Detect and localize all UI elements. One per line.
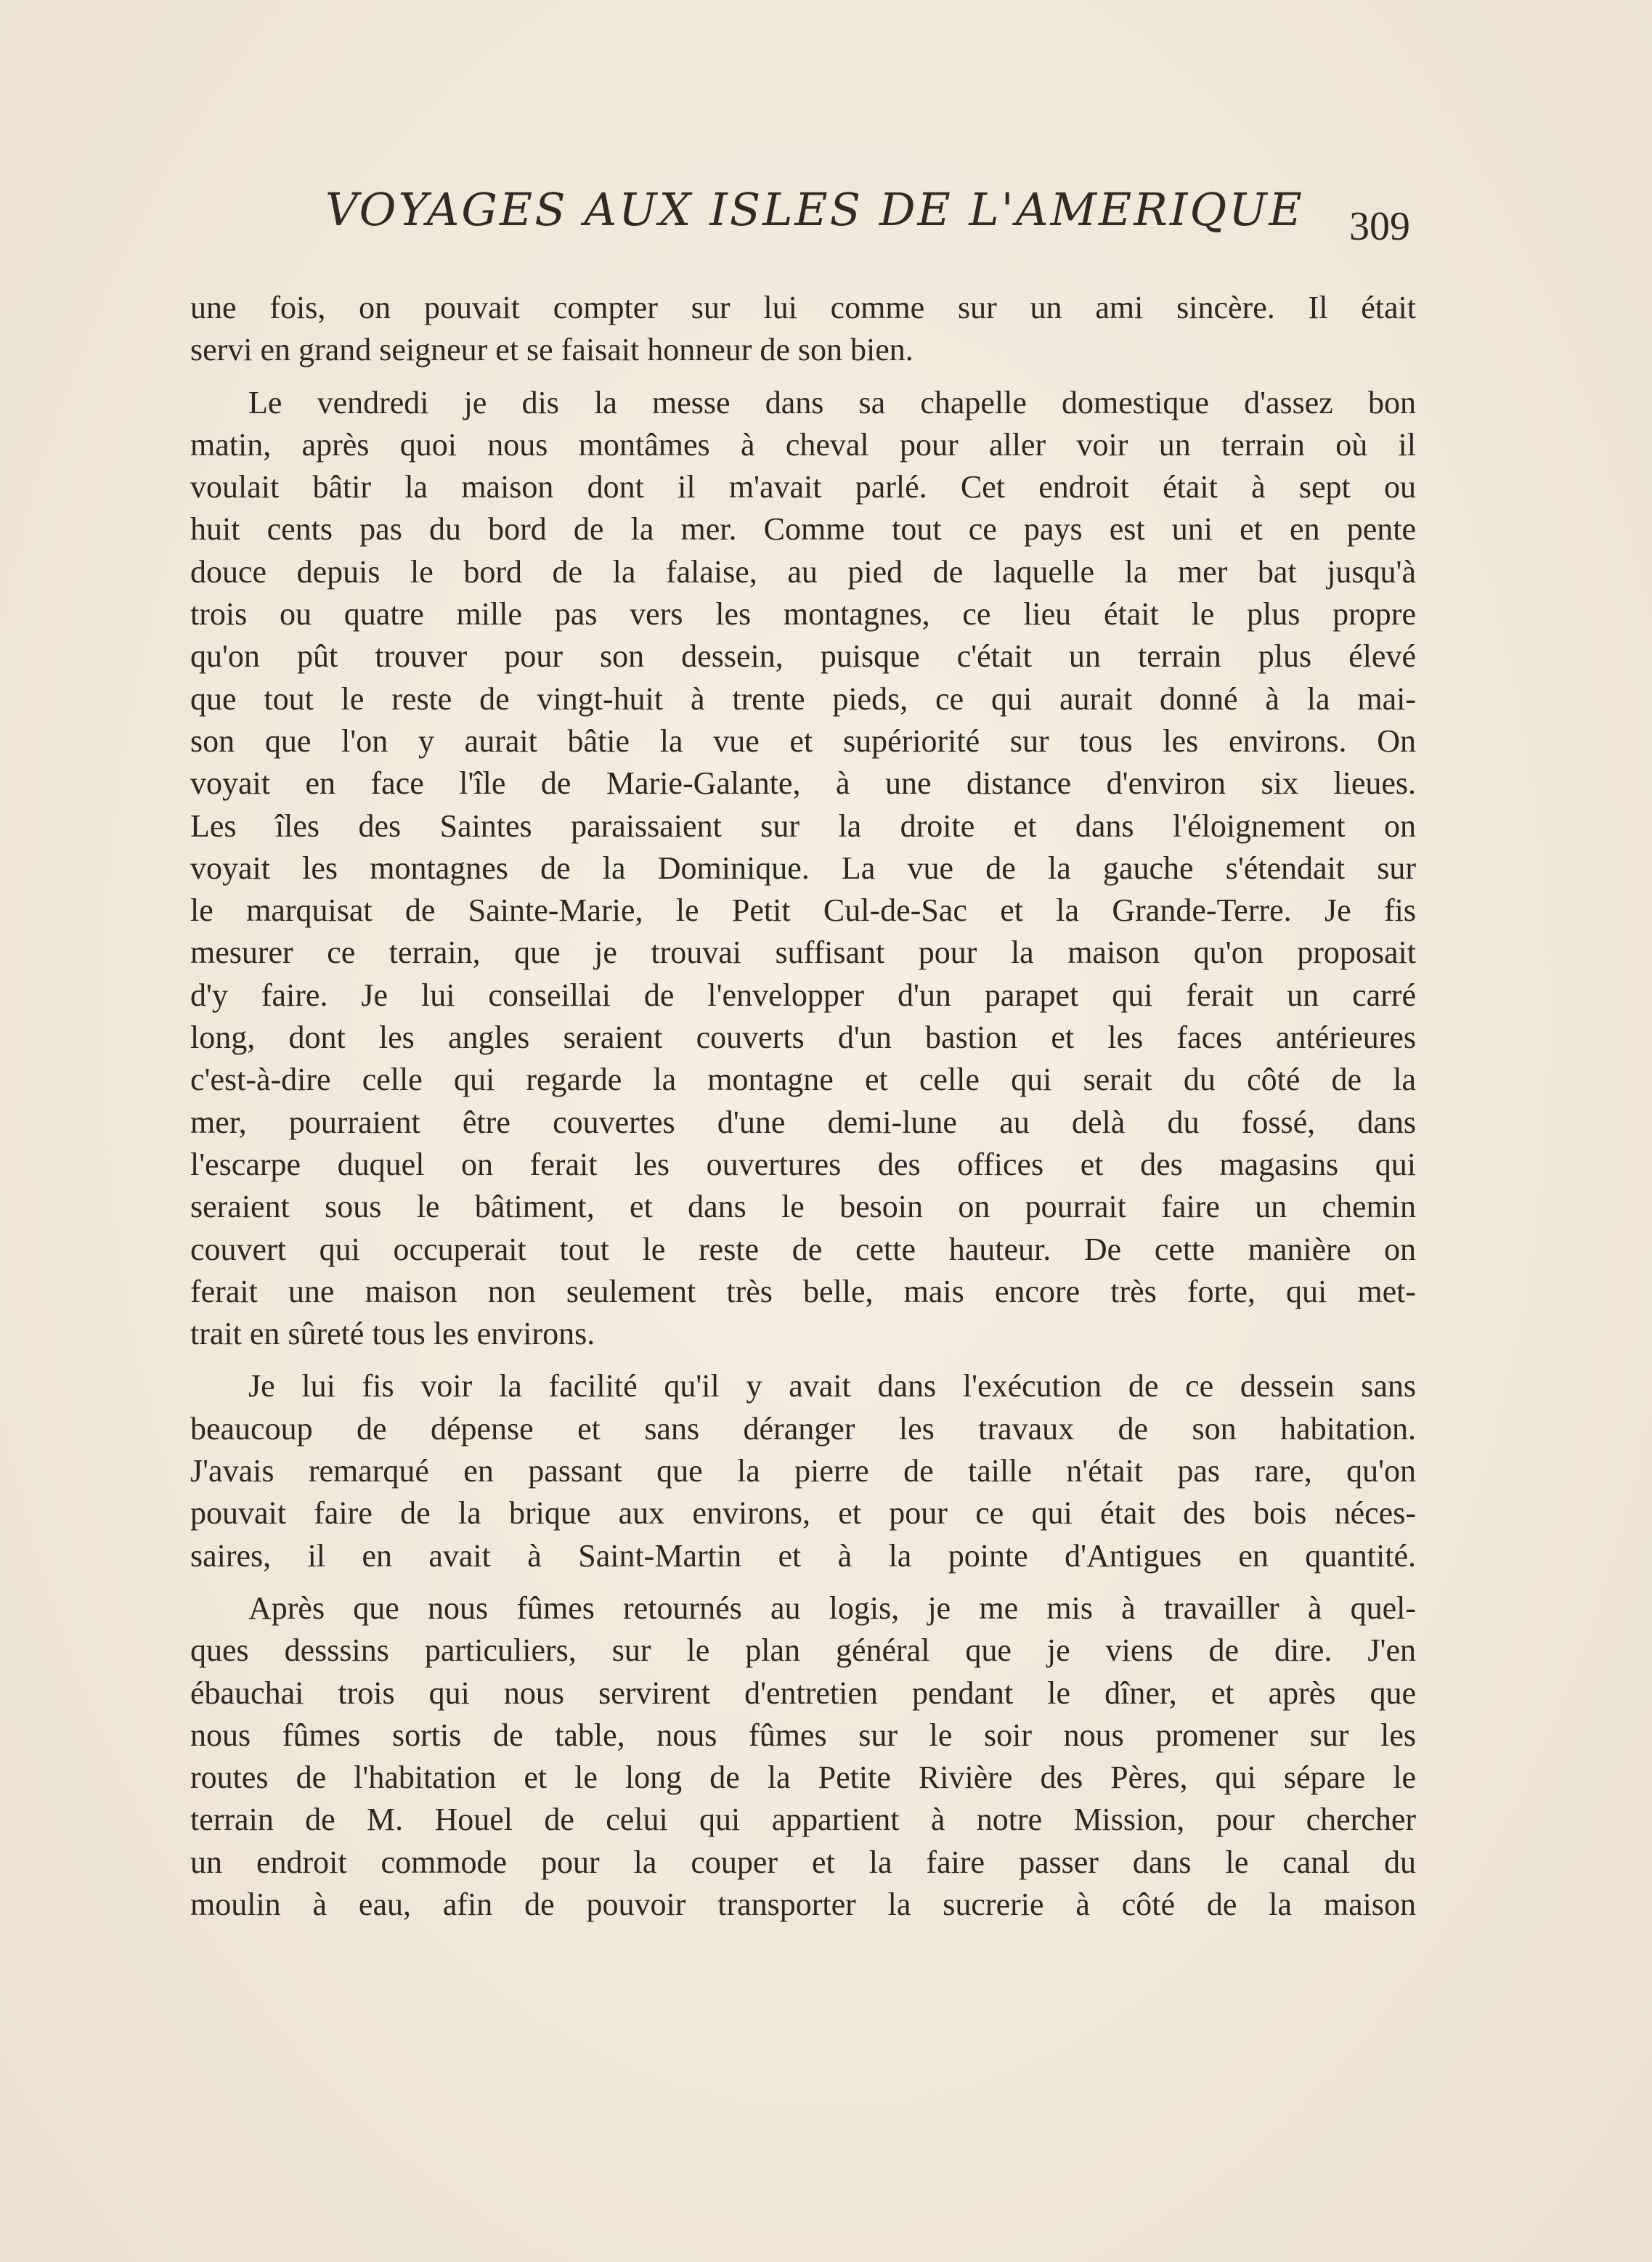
text-line: beaucoup de dépense et sans déranger les travaux de son habitation. [190,1410,1416,1447]
text-line: matin, après quoi nous montâmes à cheval pour aller voir un terrain où il [190,426,1416,463]
text-line: Les îles des Saintes paraissaient sur la droite et dans l'éloignement on [190,807,1416,844]
text-line: l'escarpe duquel on ferait les ouvertures des offices et des magasins qui [190,1146,1416,1182]
text-line: ferait une maison non seulement très belle, mais encore très forte, qui met- [190,1273,1416,1309]
page-number: 309 [1349,204,1410,249]
text-line: ébauchai trois qui nous servirent d'entretien pendant le dîner, et après que [190,1675,1416,1711]
text-line: Après que nous fûmes retournés au logis, je me mis à travailler à quel- [248,1590,1416,1626]
body-text [190,287,1416,1926]
text-line: long, dont les angles seraient couverts d'un bastion et les faces antérieures [190,1020,1416,1056]
text-line: huit cents pas du bord de la mer. Comme tout ce pays est uni et en pente [190,511,1416,548]
paragraph-1 [190,287,1416,372]
paragraph-2 [190,382,1416,1356]
text-line: qu'on pût trouver pour son dessein, puisque c'était un terrain plus élevé [190,638,1416,675]
paragraph-3 [190,1365,1416,1577]
text-line: son que l'on y aurait bâtie la vue et supériorité sur tous les environs. On [190,723,1416,759]
text-line: terrain de M. Houel de celui qui appartient à notre Mission, pour chercher [190,1802,1416,1838]
text-line: c'est-à-dire celle qui regarde la montagne et celle qui serait du côté de la [190,1062,1416,1098]
text-line: mer, pourraient être couvertes d'une demi-lune au delà du fossé, dans [190,1104,1416,1140]
text-line: J'avais remarqué en passant que la pierre de taille n'était pas rare, qu'on [190,1453,1416,1489]
text-line: couvert qui occuperait tout le reste de cette hauteur. De cette manière on [190,1231,1416,1267]
text-line: voyait les montagnes de la Dominique. La vue de la gauche s'étendait sur [190,850,1416,886]
text-line: voyait en face l'île de Marie-Galante, à une distance d'environ six lieues. [190,765,1416,802]
text-line: moulin à eau, afin de pouvoir transporter la sucrerie à côté de la maison [190,1886,1416,1922]
text-line: douce depuis le bord de la falaise, au pied de laquelle la mer bat jusqu'à [190,553,1416,590]
text-line: voulait bâtir la maison dont il m'avait parlé. Cet endroit était à sept ou [190,469,1416,505]
text-line: que tout le reste de vingt-huit à trente pieds, ce qui aurait donné à la mai- [190,680,1416,717]
text-line: servi en grand seigneur et se faisait honneur de son bien. [190,332,914,368]
text-line: Le vendredi je dis la messe dans sa chapelle domestique d'assez bon [248,384,1416,420]
text-line: le marquisat de Sainte-Marie, le Petit Cul-de-Sac et la Grande-Terre. Je fis [190,892,1416,929]
text-line: un endroit commode pour la couper et la faire passer dans le canal du [190,1844,1416,1880]
text-line: nous fûmes sortis de table, nous fûmes sur le soir nous promener sur les [190,1717,1416,1753]
text-line: trois ou quatre mille pas vers les montagnes, ce lieu était le plus propre [190,596,1416,632]
text-line: d'y faire. Je lui conseillai de l'envelopper d'un parapet qui ferait un carré [190,977,1416,1013]
text-line: routes de l'habitation et le long de la Petite Rivière des Pères, qui sépare le [190,1759,1416,1796]
text-line: trait en sûreté tous les environs. [190,1316,595,1352]
text-line: Je lui fis voir la facilité qu'il y avait dans l'exécution de ce dessein sans [248,1368,1416,1404]
text-line: mesurer ce terrain, que je trouvai suffisant pour la maison qu'on proposait [190,935,1416,971]
text-line: ques desssins particuliers, sur le plan général que je viens de dire. J'en [190,1632,1416,1669]
text-line: pouvait faire de la brique aux environs, et pour ce qui était des bois néces- [190,1495,1416,1531]
text-line: seraient sous le bâtiment, et dans le besoin on pourrait faire un chemin [190,1189,1416,1225]
text-line: saires, il en avait à Saint-Martin et à la pointe d'Antigues en quantité. [190,1537,1416,1574]
running-title: VOYAGES AUX ISLES DE L'AMERIQUE [325,183,1304,236]
text-line: une fois, on pouvait compter sur lui comme sur un ami sincère. Il était [190,290,1416,325]
paragraph-4 [190,1587,1416,1926]
